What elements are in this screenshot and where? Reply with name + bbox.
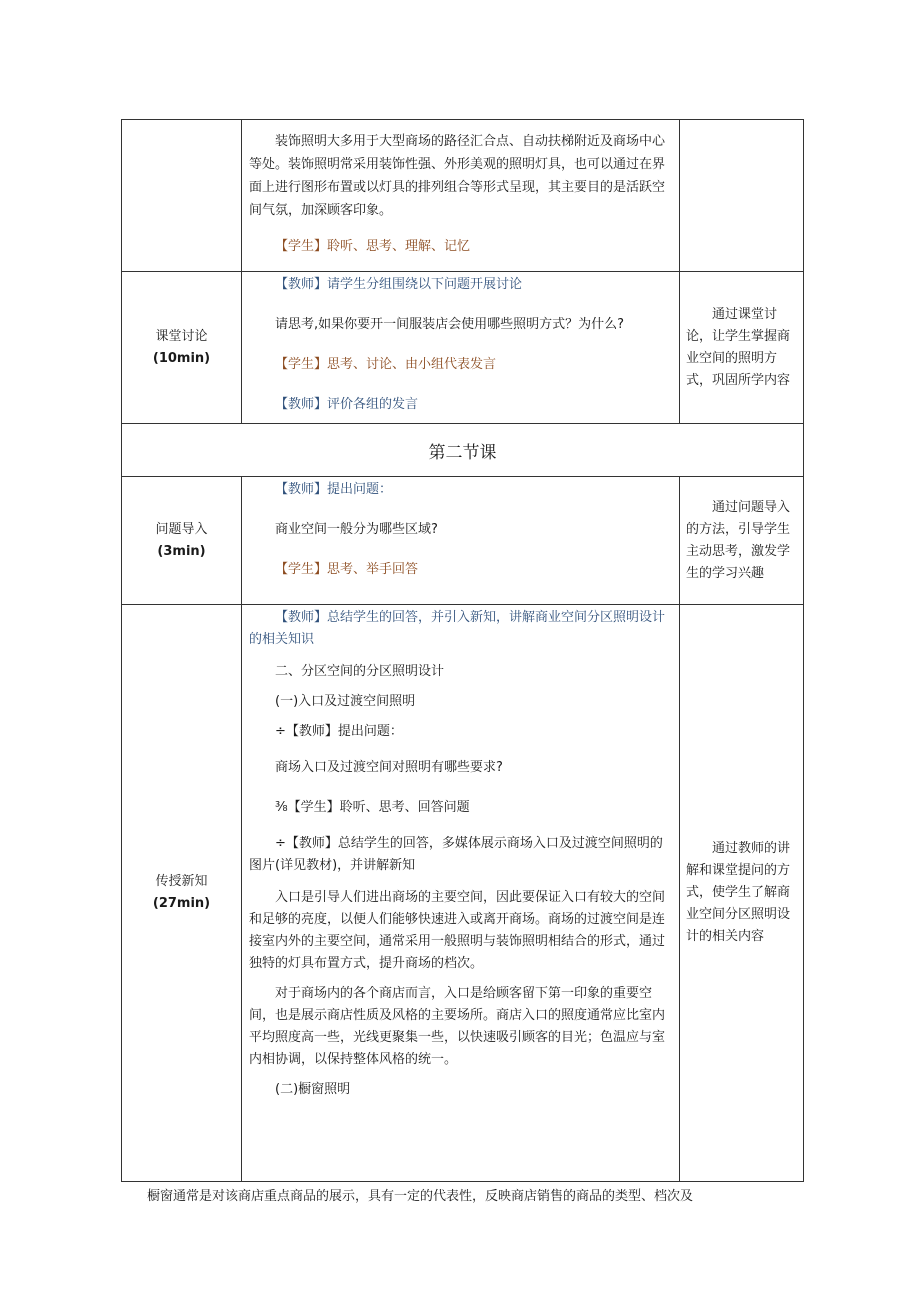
content-cell (242, 272, 680, 423)
stage-duration: (10min) (152, 350, 211, 366)
intent-cell (680, 272, 803, 423)
teacher-activity: 【教师】总结学生的回答，并引入新知，讲解商业空间分区照明设计的相关知识 (249, 610, 666, 647)
stage-title: 问题导入 (155, 521, 208, 537)
teacher-activity: 【教师】请学生分组围绕以下问题开展讨论 (275, 277, 523, 292)
stage-cell (122, 272, 242, 423)
lead-in-question: 商业空间一般分为哪些区域? (275, 522, 438, 537)
intent-cell (680, 120, 803, 271)
trailing-paragraph: 橱窗通常是对该商店重点商品的展示，具有一定的代表性，反映商店销售的商品的类型、档次及 (147, 1189, 694, 1204)
lesson-plan-table (121, 119, 804, 1182)
content-cell (242, 605, 680, 1181)
stage-cell (122, 120, 242, 271)
stage-cell (122, 605, 242, 1181)
student-activity: 【学生】聆听、思考、理解、记忆 (275, 239, 471, 254)
stage-title: 课堂讨论 (155, 328, 208, 344)
teaching-intent: 通过教师的讲解和课堂提问的方式，使学生了解商业空间分区照明设计的相关内容 (686, 841, 791, 944)
subsection-heading: (一)入口及过渡空间照明 (275, 694, 416, 709)
decorative-lighting-paragraph: 装饰照明大多用于大型商场的路径汇合点、自动扶梯附近及商场中心等处。装饰照明常采用装饰性强、外形美观的照明灯具，也可以通过在界面上进行图形布置或以灯具的排列组合等形式呈现，其主要目的是活跃空间气氛，加深顾客印象。 (249, 134, 666, 218)
table-row (122, 605, 803, 1181)
teaching-intent: 通过问题导入的方法，引导学生主动思考，激发学生的学习兴趣 (686, 499, 791, 581)
teacher-activity: ÷【教师】提出问题： (275, 724, 403, 739)
student-activity: 【学生】思考、举手回答 (275, 562, 419, 577)
teacher-activity: ÷【教师】总结学生的回答，多媒体展示商场入口及过渡空间照明的图片(详见教材)，并讲解新知 (249, 836, 663, 873)
table-row (122, 120, 803, 272)
subsection-heading: (二)橱窗照明 (275, 1082, 351, 1097)
student-activity: ⅜【学生】聆听、思考、回答问题 (275, 800, 470, 815)
section-heading: 二、分区空间的分区照明设计 (275, 664, 445, 679)
stage-title: 传授新知 (155, 874, 208, 889)
teaching-intent: 通过课堂讨论，让学生掌握商业空间的照明方式，巩固所学内容 (686, 306, 791, 388)
stage-duration: (27min) (152, 896, 211, 911)
teacher-activity: 【教师】评价各组的发言 (275, 397, 419, 412)
content-cell (242, 477, 680, 604)
stage-duration: (3min) (157, 543, 206, 559)
discussion-question: 请思考,如果你要开一间服装店会使用哪些照明方式？为什么? (275, 317, 625, 332)
entrance-paragraph: 入口是引导人们进出商场的主要空间，因此要保证入口有较大的空间和足够的亮度，以便人们能够快速进入或离开商场。商场的过渡空间是连接室内外的主要空间，通常采用一般照明与装饰照明相结合的形式，通过独特的灯具布置方式，提升商场的档次。 (249, 890, 666, 971)
content-cell (242, 120, 680, 271)
table-row (122, 272, 803, 424)
student-activity: 【学生】思考、讨论、由小组代表发言 (275, 357, 497, 372)
entrance-question: 商场入口及过渡空间对照明有哪些要求? (275, 760, 503, 775)
teacher-activity: 【教师】提出问题： (275, 482, 393, 497)
section-title: 第二节课 (428, 442, 497, 463)
table-row (122, 477, 803, 605)
intent-cell (680, 605, 803, 1181)
shop-entrance-paragraph: 对于商场内的各个商店而言，入口是给顾客留下第一印象的重要空间，也是展示商店性质及风格的主要场所。商店入口的照度通常应比室内平均照度高一些，光线更聚集一些，以快速吸引顾客的目光；色温应与室内相协调，以保持整体风格的统一。 (249, 986, 666, 1067)
stage-cell (122, 477, 242, 604)
intent-cell (680, 477, 803, 604)
section-row (122, 424, 803, 477)
